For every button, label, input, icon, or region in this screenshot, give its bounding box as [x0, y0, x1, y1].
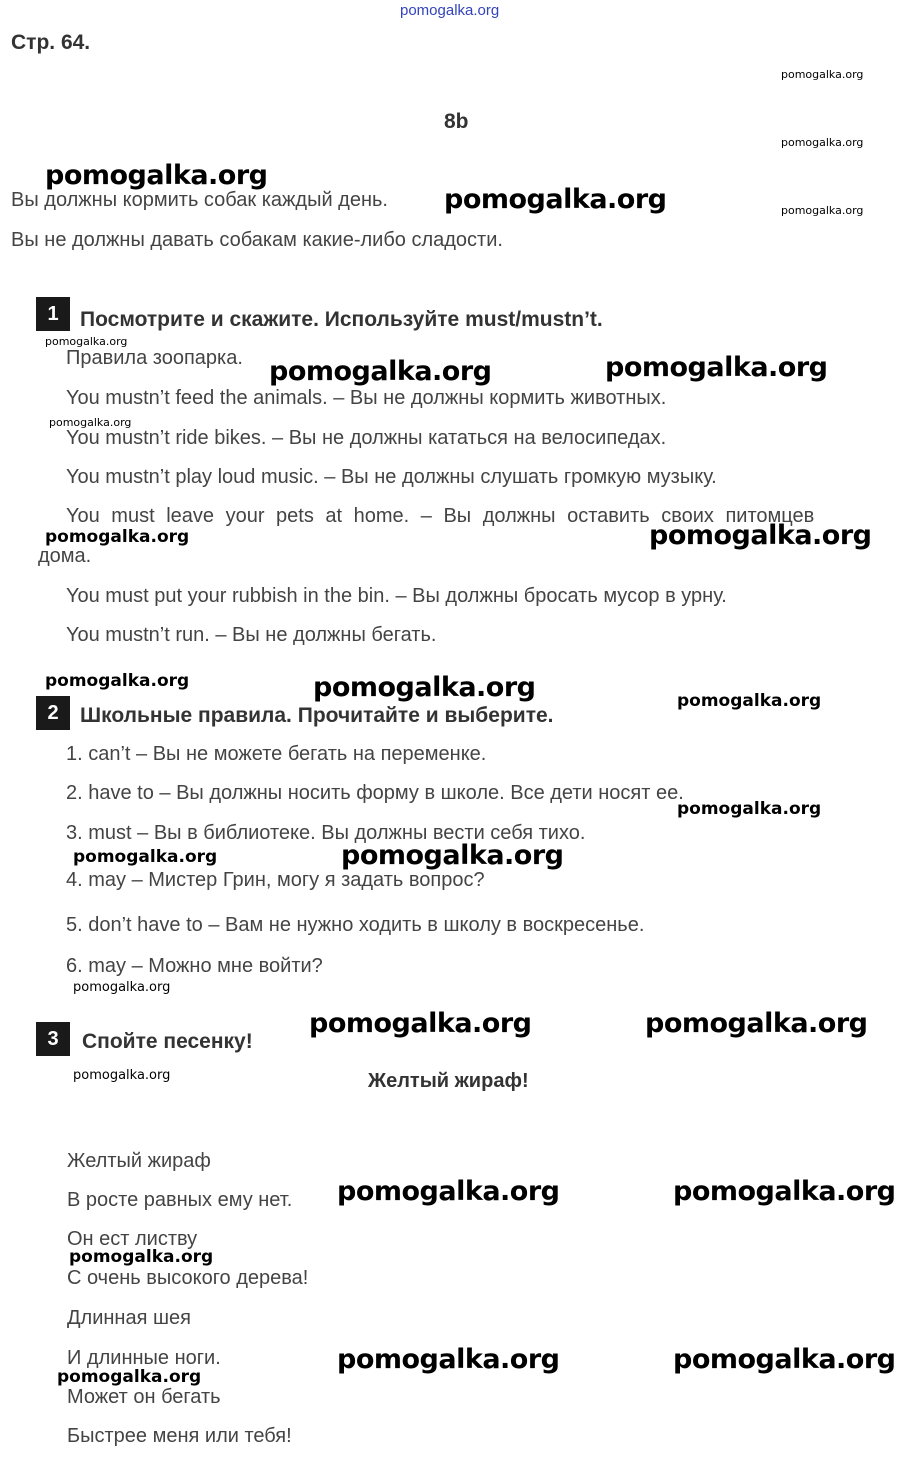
watermark: pomogalka.org [57, 1367, 202, 1387]
watermark: pomogalka.org [337, 1344, 560, 1375]
song-line: Длинная шея [67, 1307, 191, 1329]
section-title: Школьные правила. Прочитайте и выберите. [80, 704, 554, 727]
watermark: pomogalka.org [677, 691, 822, 711]
list-item: You mustn’t ride bikes. – Вы не должны кататься на велосипедах. [66, 427, 667, 449]
watermark: pomogalka.org [309, 1008, 532, 1039]
watermark: pomogalka.org [781, 68, 864, 81]
watermark: pomogalka.org [444, 184, 667, 215]
list-item: You must leave your pets at home. – Вы должны оставить своих питомцев [66, 505, 815, 527]
watermark: pomogalka.org [73, 1068, 171, 1083]
watermark: pomogalka.org [781, 136, 864, 149]
song-line: Быстрее меня или тебя! [67, 1425, 292, 1447]
song-line: Желтый жираф [67, 1150, 211, 1172]
section-title: Посмотрите и скажите. Используйте must/mustn’t. [80, 308, 603, 331]
list-item: 3. must – Вы в библиотеке. Вы должны вести себя тихо. [66, 822, 586, 844]
song-title: Желтый жираф! [368, 1070, 529, 1092]
watermark: pomogalka.org [673, 1176, 896, 1207]
song-line: И длинные ноги. [67, 1347, 221, 1369]
watermark: pomogalka.org [673, 1344, 896, 1375]
song-line: Может он бегать [67, 1386, 221, 1408]
watermark: pomogalka.org [781, 204, 864, 217]
section-number: 2 [36, 696, 70, 730]
list-item: 1. can’t – Вы не можете бегать на переменке. [66, 743, 487, 765]
watermark: pomogalka.org [677, 799, 822, 819]
list-item: 4. may – Мистер Грин, могу я задать вопрос? [66, 869, 485, 891]
watermark: pomogalka.org [269, 356, 492, 387]
page-label: Стр. 64. [11, 31, 91, 54]
watermark: pomogalka.org [605, 352, 828, 383]
list-item: You mustn’t run. – Вы не должны бегать. [66, 624, 437, 646]
list-item: You mustn’t play loud music. – Вы не должны слушать громкую музыку. [66, 466, 717, 488]
watermark: pomogalka.org [337, 1176, 560, 1207]
watermark: pomogalka.org [45, 671, 190, 691]
watermark: pomogalka.org [341, 840, 564, 871]
list-item: You must put your rubbish in the bin. – Вы должны бросать мусор в урну. [66, 585, 727, 607]
section-number: 3 [36, 1022, 70, 1056]
watermark: pomogalka.org [45, 335, 128, 348]
watermark: pomogalka.org [73, 847, 218, 867]
intro-line: Вы не должны давать собакам какие-либо сладости. [11, 229, 503, 251]
song-line: С очень высокого дерева! [67, 1267, 309, 1289]
top-site-link[interactable]: pomogalka.org [400, 2, 500, 19]
section-title: Спойте песенку! [82, 1030, 253, 1053]
intro-line: Вы должны кормить собак каждый день. [11, 189, 388, 211]
list-item: 6. may – Можно мне войти? [66, 955, 323, 977]
song-line: Он ест листву [67, 1228, 198, 1250]
list-item-continued: дома. [38, 545, 92, 567]
watermark: pomogalka.org [313, 672, 536, 703]
song-line: В росте равных ему нет. [67, 1189, 293, 1211]
watermark: pomogalka.org [69, 1247, 214, 1267]
list-item: 5. don’t have to – Вам не нужно ходить в школу в воскресенье. [66, 914, 645, 936]
list-item: 2. have to – Вы должны носить форму в школе. Все дети носят ее. [66, 782, 684, 804]
watermark: pomogalka.org [45, 527, 190, 547]
watermark: pomogalka.org [645, 1008, 868, 1039]
section-number: 1 [36, 297, 70, 331]
list-item: Правила зоопарка. [66, 347, 243, 369]
watermark: pomogalka.org [49, 416, 132, 429]
watermark: pomogalka.org [73, 980, 171, 995]
watermark: pomogalka.org [45, 160, 268, 191]
watermark: pomogalka.org [649, 520, 872, 551]
list-item: You mustn’t feed the animals. – Вы не должны кормить животных. [66, 387, 667, 409]
lesson-label: 8b [444, 110, 469, 133]
